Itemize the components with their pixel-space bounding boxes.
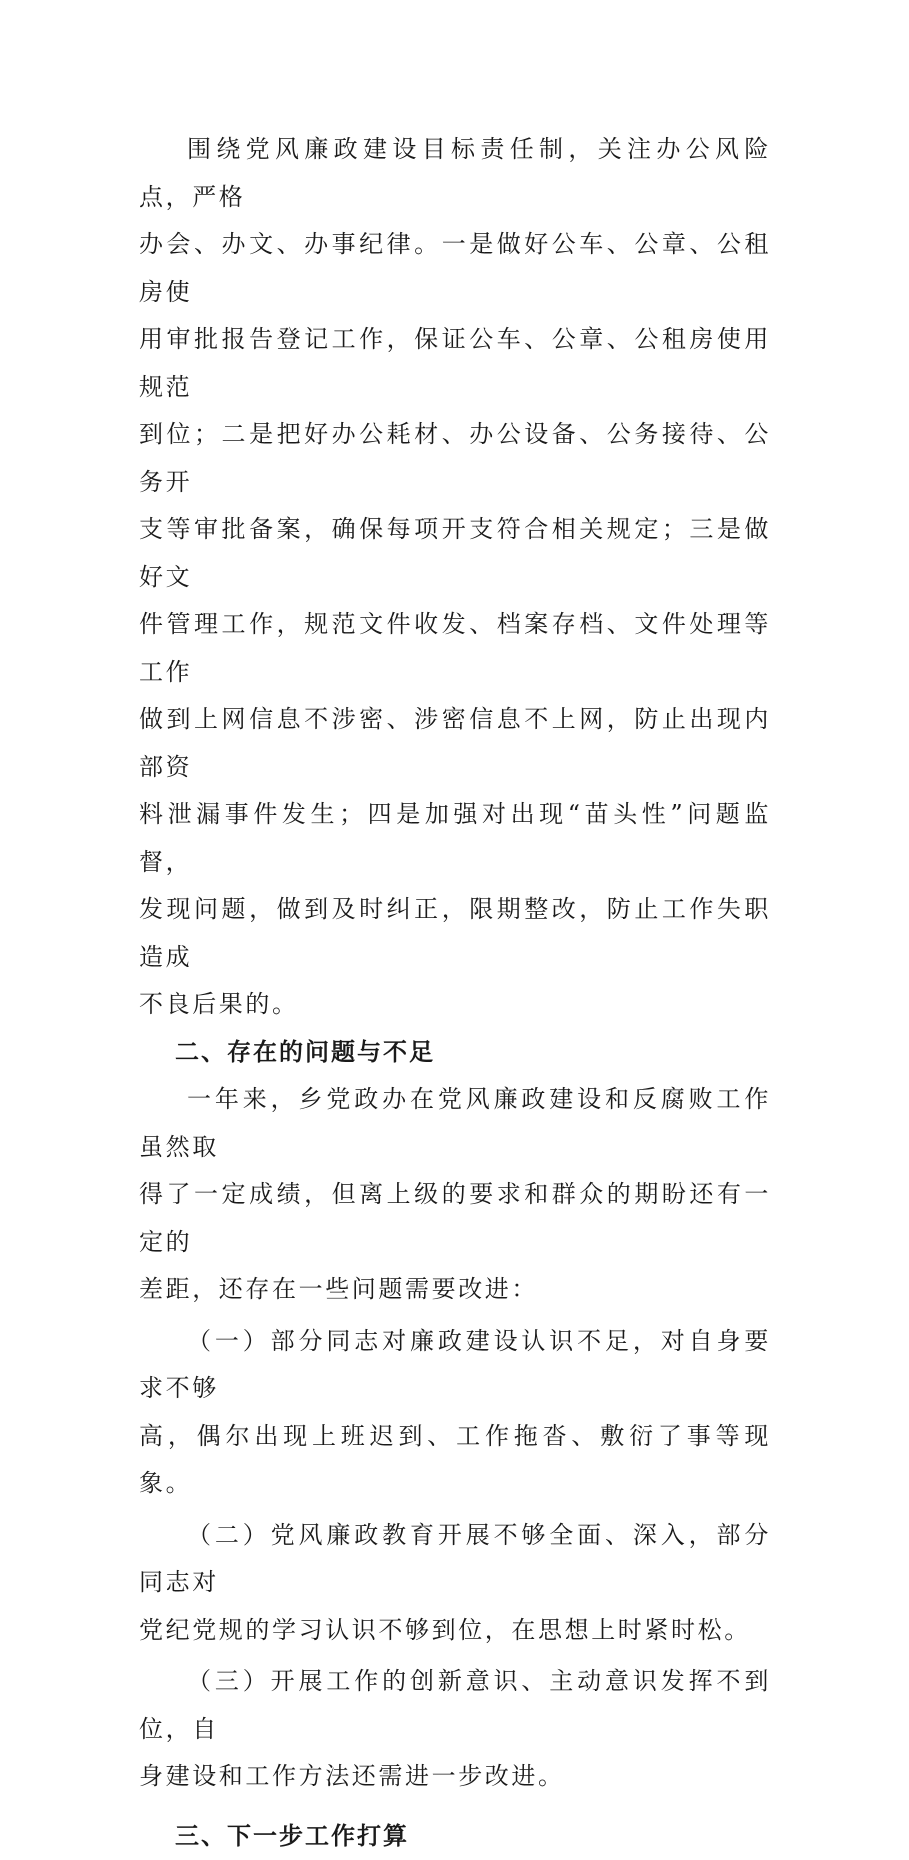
problem-item-3: （三）开展工作的创新意识、主动意识发挥不到位，自 身建设和工作方法还需进一步改进。 (139, 1658, 771, 1801)
document-body (139, 126, 771, 1860)
section-heading-next-steps: 三、下一步工作打算 (139, 1813, 771, 1860)
problem-item-1: （一）部分同志对廉政建设认识不足，对自身要求不够 高，偶尔出现上班迟到、工作拖沓、敷衍了事等现象。 (139, 1318, 771, 1508)
problem-item-2: （二）党风廉政教育开展不够全面、深入，部分同志对 党纪党规的学习认识不够到位，在思想上时紧时松。 (139, 1512, 771, 1655)
paragraph-party-conduct-responsibility: 围绕党风廉政建设目标责任制，关注办公风险点，严格 办会、办文、办事纪律。一是做好公车、公章、公租房使 用审批报告登记工作，保证公车、公章、公租房使用规范 到位；二是把好办公耗材、办公设备、公务接待、公务开 支等审批备案，确保每项开支符合相关规定；三是做好文 件管理工作，规范文件收发、档案存档、文件处理等工作 做到上网信息不涉密、涉密信息不上网，防止出现内部资 料泄漏事件发生；四是加强对出现“苗头性”问题监督， 发现问题，做到及时纠正，限期整改，防止工作失职造成 不良后果的。 (139, 126, 771, 1029)
paragraph-problems-intro: 一年来，乡党政办在党风廉政建设和反腐败工作虽然取 得了一定成绩，但离上级的要求和群众的期盼还有一定的 差距，还存在一些问题需要改进： (139, 1076, 771, 1314)
section-heading-problems: 二、存在的问题与不足 (139, 1029, 771, 1077)
